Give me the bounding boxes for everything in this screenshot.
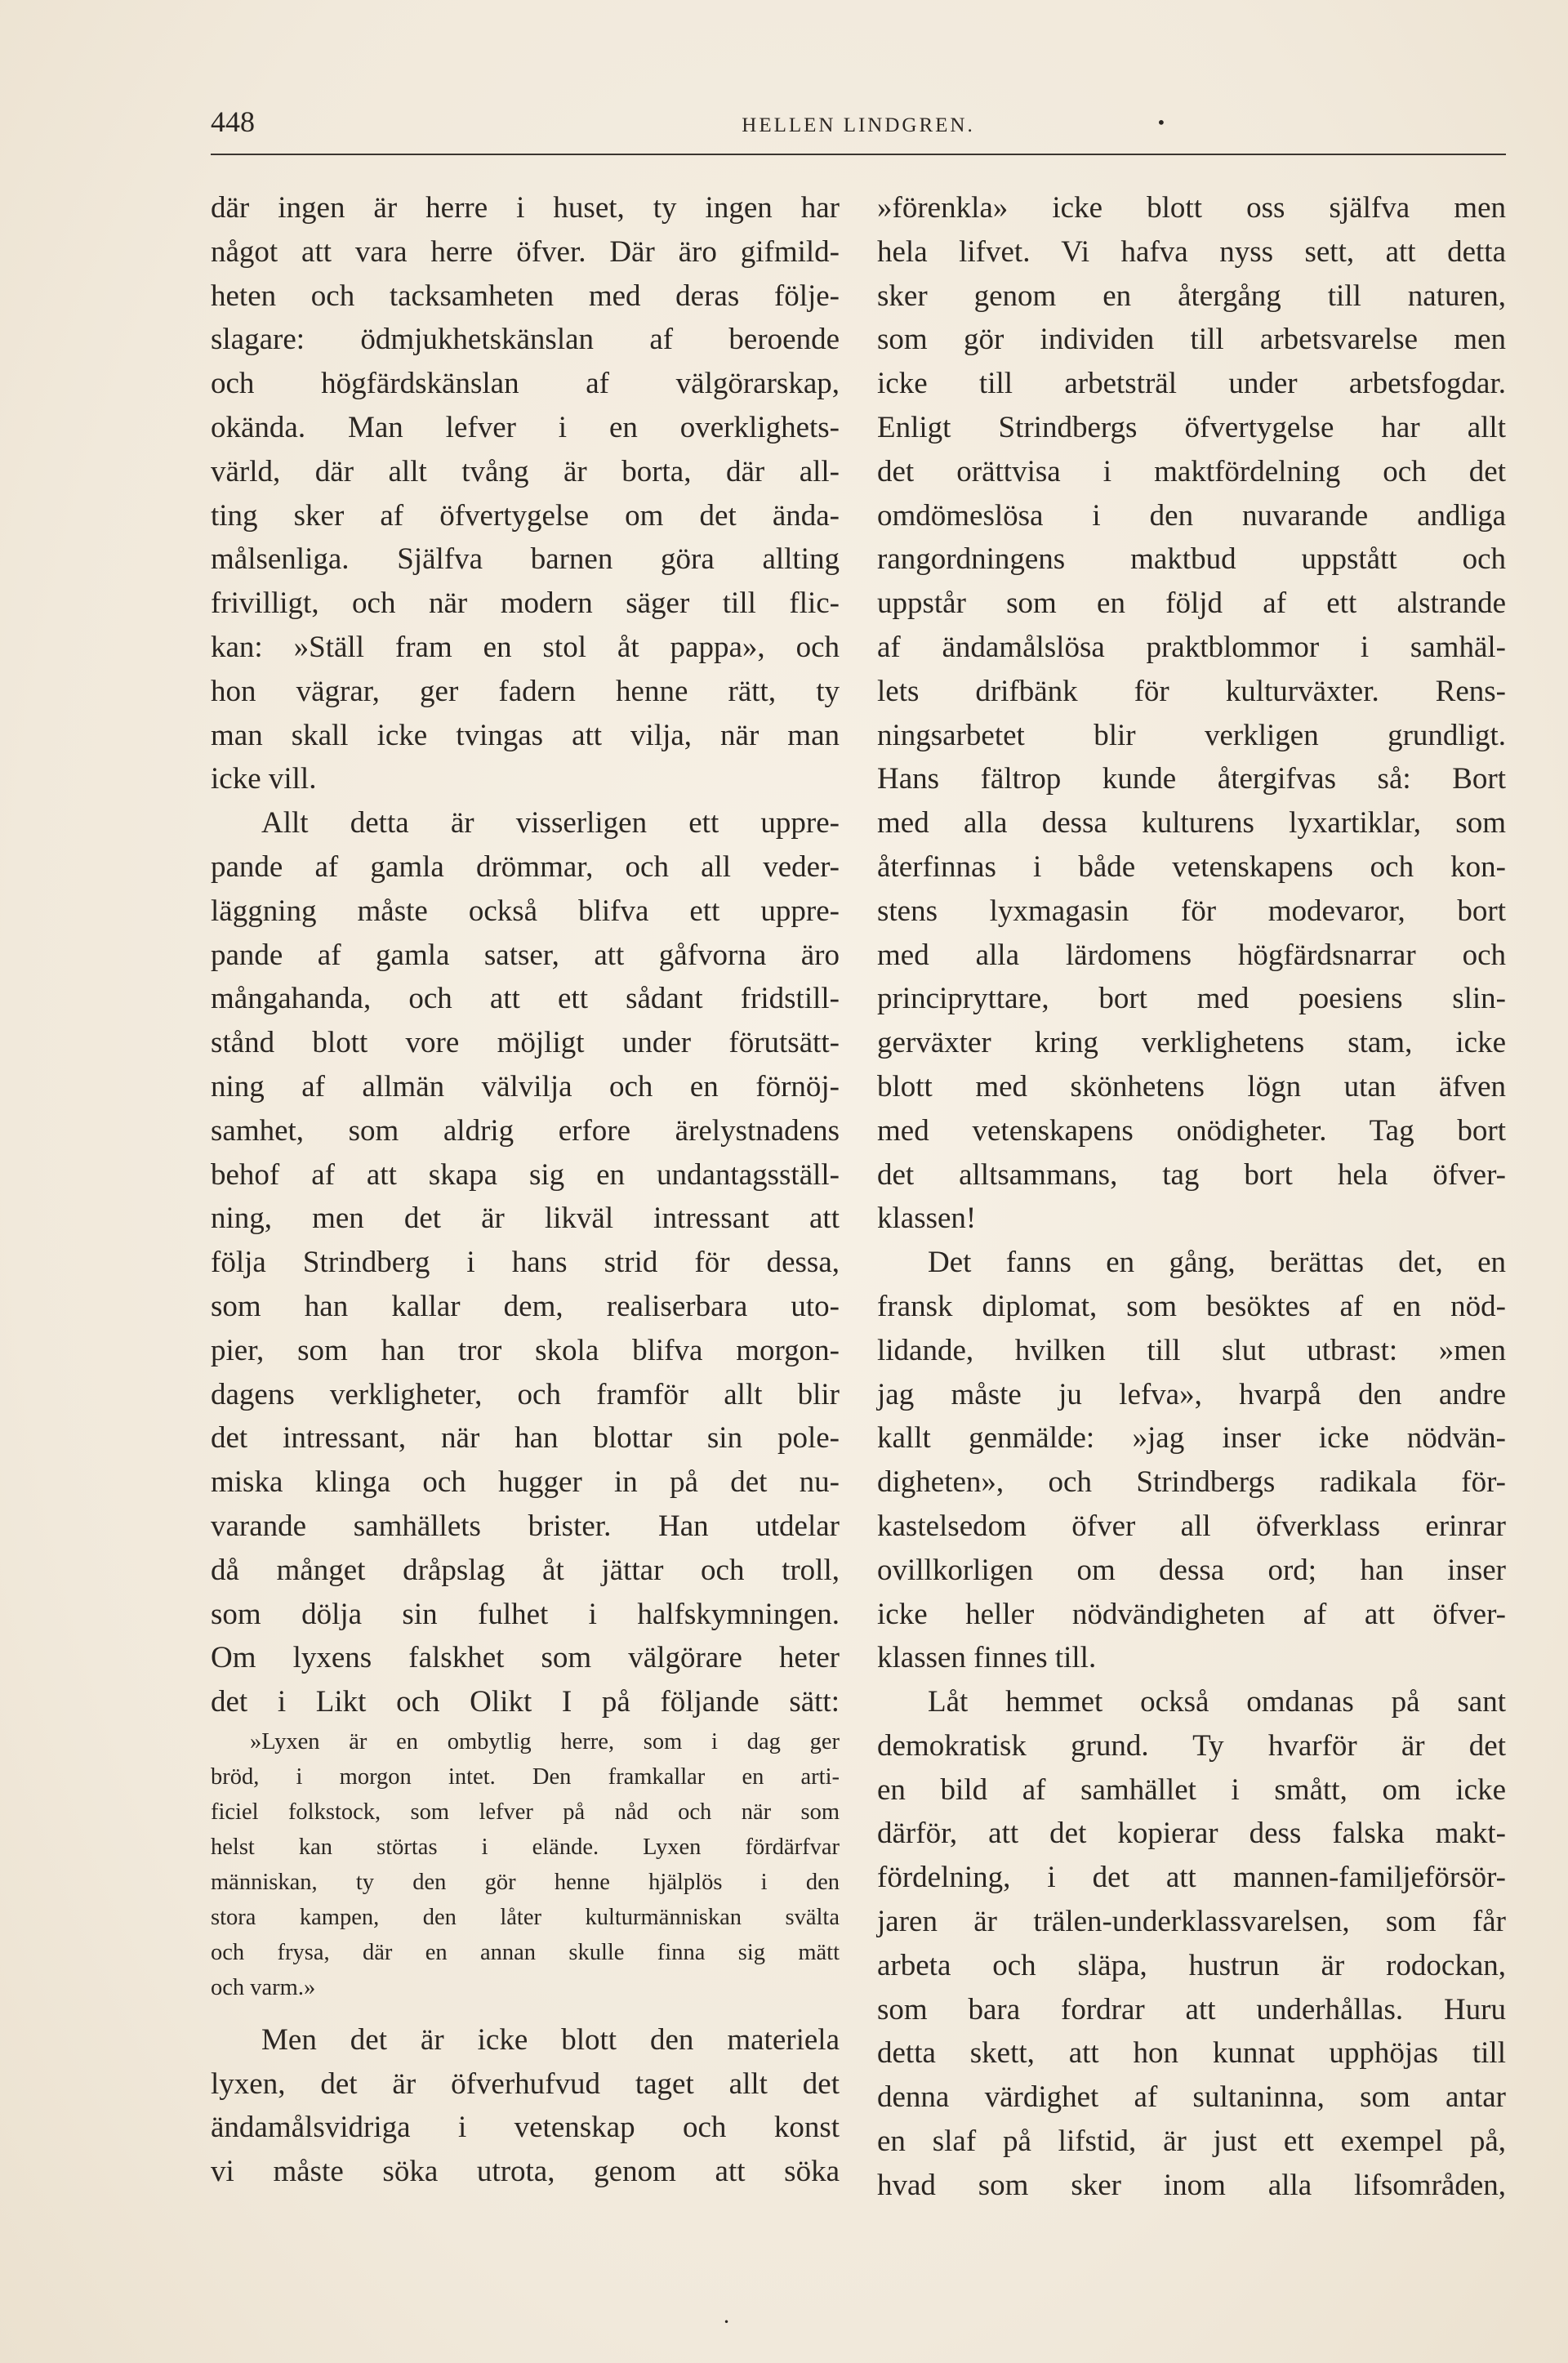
- text-line: demokratisk grund. Ty hvarför är det: [877, 1728, 1506, 1763]
- text-line: där ingen är herre i huset, ty ingen har: [211, 191, 840, 225]
- text-line: det intressant, när han blottar sin pole-: [211, 1421, 840, 1456]
- left-column: [211, 186, 840, 2194]
- text-line: följa Strindberg i hans strid för dessa,: [211, 1246, 840, 1280]
- quote-line: ficiel folkstock, som lefver på nåd och när som: [211, 1799, 840, 1825]
- text-line: värld, där allt tvång är borta, där all-: [211, 454, 840, 488]
- text-line: klassen finnes till.: [877, 1641, 1097, 1675]
- text-line: dagens verkligheter, och framför allt blir: [211, 1377, 840, 1411]
- text-line: af ändamålslösa praktblommor i samhäl-: [877, 630, 1506, 664]
- text-line: Låt hemmet också omdanas på sant: [928, 1685, 1506, 1719]
- text-line: ning af allmän välvilja och en förnöj-: [211, 1069, 840, 1103]
- text-line: hela lifvet. Vi hafva nyss sett, att detta: [877, 234, 1506, 269]
- text-line: arbeta och släpa, hustrun är rodockan,: [877, 1948, 1506, 1982]
- text-line: varande samhällets brister. Han utdelar: [211, 1509, 840, 1543]
- text-line: slagare: ödmjukhetskänslan af beroende: [211, 323, 840, 357]
- text-line: gerväxter kring verklighetens stam, icke: [877, 1026, 1506, 1060]
- text-line: icke heller nödvändigheten af att öfver-: [877, 1597, 1506, 1631]
- text-line: och högfärdskänslan af välgörarskap,: [211, 367, 840, 401]
- text-line: uppstår som en följd af ett alstrande: [877, 586, 1506, 621]
- right-column-lines: [877, 186, 1506, 2208]
- text-line: en slaf på lifstid, är just ett exempel på,: [877, 2124, 1506, 2159]
- text-line: lidande, hvilken till slut utbrast: »men: [877, 1333, 1506, 1367]
- text-line: miska klinga och hugger in på det nu-: [211, 1465, 840, 1500]
- text-line: som bara fordrar att underhållas. Huru: [877, 1992, 1506, 2026]
- text-line: okända. Man lefver i en overklighets-: [211, 410, 840, 444]
- text-line: behof af att skapa sig en undantagsställ-: [211, 1157, 840, 1192]
- right-column: [877, 186, 1506, 2208]
- quote-line: stora kampen, den låter kulturmänniskan svälta: [211, 1904, 840, 1930]
- header-ornament: •: [1156, 113, 1166, 132]
- quote-line: och varm.»: [211, 1974, 316, 2000]
- quote-line: och frysa, där en annan skulle finna sig mätt: [211, 1939, 840, 1965]
- header-rule: [211, 154, 1506, 155]
- text-line: kallt genmälde: »jag inser icke nödvän-: [877, 1421, 1506, 1456]
- paragraph-gap: [211, 2005, 840, 2018]
- text-line: med alla lärdomens högfärdsnarrar och: [877, 938, 1506, 972]
- text-line: fördelning, i det att mannen-familjeförsör-: [877, 1861, 1506, 1895]
- text-line: omdömeslösa i den nuvarande andliga: [877, 498, 1506, 533]
- text-line: jaren är trälen-underklassvarelsen, som får: [877, 1905, 1506, 1939]
- text-line: stens lyxmagasin för modevaror, bort: [877, 894, 1506, 928]
- text-line: man skall icke tvingas att vilja, när man: [211, 718, 840, 752]
- running-head: HELLEN LINDGREN.: [742, 114, 975, 136]
- text-line: något att vara herre öfver. Där äro gifmild-: [211, 234, 840, 269]
- text-line: därför, att det kopierar dess falska makt-: [877, 1817, 1506, 1851]
- text-line: Enligt Strindbergs öfvertygelse har allt: [877, 410, 1506, 444]
- text-line: med alla dessa kulturens lyxartiklar, som: [877, 806, 1506, 840]
- text-line: som gör individen till arbetsvarelse men: [877, 323, 1506, 357]
- text-line: ovillkorligen om dessa ord; han inser: [877, 1553, 1506, 1587]
- text-line: vi måste söka utrota, genom att söka: [211, 2155, 840, 2189]
- text-line: jag måste ju lefva», hvarpå den andre: [877, 1377, 1506, 1411]
- text-line: som han kallar dem, realiserbara uto-: [211, 1289, 840, 1323]
- text-line: återfinnas i både vetenskapens och kon-: [877, 849, 1506, 884]
- text-line: »förenkla» icke blott oss själfva men: [877, 191, 1506, 225]
- text-line: mångahanda, och att ett sådant fridstill-: [211, 982, 840, 1016]
- text-line: läggning måste också blifva ett uppre-: [211, 894, 840, 928]
- text-line: hvad som sker inom alla lifsområden,: [877, 2168, 1506, 2202]
- text-line: då månget dråpslag åt jättar och troll,: [211, 1553, 840, 1587]
- text-line: pande af gamla drömmar, och all veder-: [211, 849, 840, 884]
- text-line: målsenliga. Själfva barnen göra allting: [211, 542, 840, 577]
- text-line: denna värdighet af sultaninna, som antar: [877, 2080, 1506, 2115]
- text-line: Men det är icke blott den materiela: [261, 2022, 840, 2057]
- text-line: icke vill.: [211, 762, 317, 796]
- text-line: lyxen, det är öfverhufvud taget allt det: [211, 2067, 840, 2101]
- text-line: icke till arbetsträl under arbetsfogdar.: [877, 367, 1506, 401]
- page-number: 448: [211, 105, 255, 138]
- text-line: sker genom en återgång till naturen,: [877, 279, 1506, 313]
- text-line: principryttare, bort med poesiens slin-: [877, 982, 1506, 1016]
- text-line: kan: »Ställ fram en stol åt pappa», och: [211, 630, 840, 664]
- text-line: som dölja sin fulhet i halfskymningen.: [211, 1597, 840, 1631]
- quote-line: bröd, i morgon intet. Den framkallar en arti-: [211, 1763, 840, 1790]
- text-line: Hans fältrop kunde återgifvas så: Bort: [877, 762, 1506, 796]
- text-line: ting sker af öfvertygelse om det ända-: [211, 498, 840, 533]
- text-line: det alltsammans, tag bort hela öfver-: [877, 1157, 1506, 1192]
- text-line: Allt detta är visserligen ett uppre-: [261, 806, 840, 840]
- text-line: lets drifbänk för kulturväxter. Rens-: [877, 674, 1506, 708]
- footer-ornament: •: [724, 2316, 730, 2328]
- text-line: en bild af samhället i smått, om icke: [877, 1772, 1506, 1807]
- text-line: blott med skönhetens lögn utan äfven: [877, 1069, 1506, 1103]
- left-column-lines: [211, 186, 840, 2194]
- text-line: digheten», och Strindbergs radikala för-: [877, 1465, 1506, 1500]
- text-line: rangordningens maktbud uppstått och: [877, 542, 1506, 577]
- quote-line: helst kan störtas i elände. Lyxen fördärfvar: [211, 1834, 840, 1860]
- text-line: det orättvisa i maktfördelning och det: [877, 454, 1506, 488]
- quote-line: människan, ty den gör henne hjälplös i den: [211, 1869, 840, 1895]
- text-line: samhet, som aldrig erfore ärelystnadens: [211, 1113, 840, 1148]
- text-line: det i Likt och Olikt I på följande sätt:: [211, 1685, 840, 1719]
- text-line: ning, men det är likväl intressant att: [211, 1202, 840, 1236]
- text-line: fransk diplomat, som besöktes af en nöd-: [877, 1289, 1506, 1323]
- text-line: kastelsedom öfver all öfverklass erinrar: [877, 1509, 1506, 1543]
- text-line: pande af gamla satser, att gåfvorna äro: [211, 938, 840, 972]
- text-line: ändamålsvidriga i vetenskap och konst: [211, 2111, 840, 2145]
- text-line: hon vägrar, ger fadern henne rätt, ty: [211, 674, 840, 708]
- text-line: Det fanns en gång, berättas det, en: [928, 1246, 1506, 1280]
- text-line: klassen!: [877, 1202, 977, 1236]
- text-line: Om lyxens falskhet som välgörare heter: [211, 1641, 840, 1675]
- quote-line: »Lyxen är en ombytlig herre, som i dag ger: [250, 1728, 840, 1754]
- text-line: med vetenskapens onödigheter. Tag bort: [877, 1113, 1506, 1148]
- text-line: frivilligt, och när modern säger till flic-: [211, 586, 840, 621]
- text-line: pier, som han tror skola blifva morgon-: [211, 1333, 840, 1367]
- text-line: ningsarbetet blir verkligen grundligt.: [877, 718, 1506, 752]
- text-line: heten och tacksamheten med deras följe-: [211, 279, 840, 313]
- page-header: [211, 105, 1506, 154]
- text-line: detta skett, att hon kunnat upphöjas till: [877, 2036, 1506, 2071]
- text-line: stånd blott vore möjligt under förutsätt-: [211, 1026, 840, 1060]
